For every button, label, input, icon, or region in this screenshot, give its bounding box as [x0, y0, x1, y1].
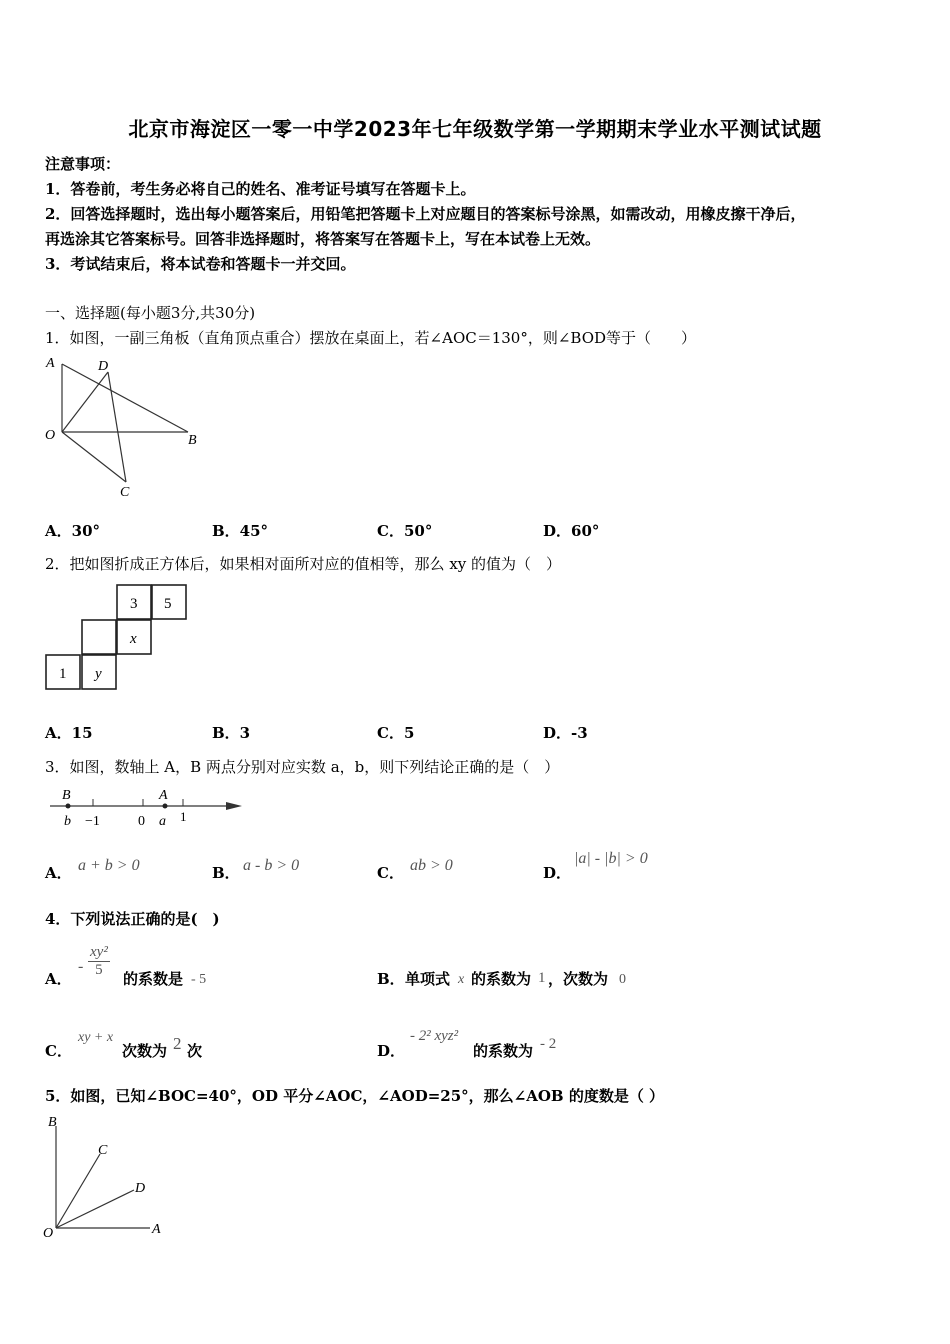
option-d-letter: D． — [377, 1042, 406, 1060]
option-a-value: - 5 — [191, 972, 207, 987]
figure-label: O — [43, 1226, 54, 1241]
option-c-letter: C． — [377, 864, 404, 882]
figure-label: C — [120, 485, 130, 500]
axis-label: a — [159, 814, 166, 829]
option-b-degree: 0 — [619, 972, 626, 987]
option-d: D．-3 — [543, 724, 588, 742]
option-b-expr: a - b > 0 — [243, 857, 300, 874]
option-a-expr: a + b > 0 — [78, 857, 140, 874]
figure-label: D — [135, 1181, 146, 1196]
option-c-value: 2 — [173, 1034, 182, 1053]
option-a-sign: - — [78, 958, 84, 975]
axis-label: B — [62, 788, 71, 803]
question-1-stem: 1．如图，一副三角板（直角顶点重合）摆放在桌面上，若∠AOC＝130°，则∠BOD等于（ ） — [45, 329, 697, 347]
axis-label: −1 — [85, 814, 100, 829]
option-d-expr: |a| - |b| > 0 — [574, 850, 648, 867]
question-2-stem: 2．把如图折成正方体后，如果相对面所对应的值相等，那么 xy 的值为（ ） — [45, 555, 562, 573]
axis-label: 1 — [180, 809, 187, 824]
notice-item: 1．答卷前，考生务必将自己的姓名、准考证号填写在答题卡上。 — [45, 180, 476, 198]
figure-label: B — [48, 1115, 57, 1130]
question-5-stem: 5．如图，已知∠BOC=40°，OD 平分∠AOC，∠AOD=25°，那么∠AOB 的度数是（ ） — [45, 1087, 665, 1105]
figure-label: A — [46, 356, 55, 371]
net-cell: 5 — [164, 596, 172, 612]
notice-item: 2．回答选择题时，选出每小题答案后，用铅笔把答题卡上对应题目的答案标号涂黑，如需改动，用橡皮擦干净后， — [45, 205, 806, 223]
option-b-text3: ，次数为 — [548, 970, 609, 988]
net-cell: 3 — [130, 596, 138, 612]
option-c-text2: 次 — [187, 1042, 203, 1060]
option-c-expr: xy + x — [78, 1030, 114, 1045]
question-2-net — [44, 583, 194, 695]
option-c: C．50° — [377, 522, 433, 540]
axis-label: A — [159, 788, 168, 803]
notice-heading: 注意事项： — [45, 155, 121, 173]
option-d-value: - 2 — [540, 1036, 557, 1052]
figure-label: D — [98, 359, 109, 374]
question-4-stem: 4．下列说法正确的是( ) — [45, 910, 220, 928]
axis-label: b — [64, 814, 71, 829]
figure-label: O — [45, 428, 56, 443]
option-c-expr: ab > 0 — [410, 857, 453, 874]
notice-item: 再选涂其它答案标号。回答非选择题时，将答案写在答题卡上，写在本试卷上无效。 — [45, 230, 601, 248]
option-b-letter: B． — [212, 864, 240, 882]
option-b-text1: 单项式 — [405, 970, 451, 988]
option-c-text1: 次数为 — [122, 1042, 168, 1060]
option-b-coef: 1 — [538, 970, 546, 986]
option-b-var: x — [458, 972, 465, 987]
axis-label: 0 — [138, 814, 145, 829]
figure-label: A — [152, 1222, 161, 1237]
net-cell: x — [130, 631, 137, 647]
option-d-letter: D． — [543, 864, 572, 882]
option-b-letter: B． — [377, 970, 405, 988]
fraction-numerator: xy² — [90, 944, 108, 960]
figure-label: B — [188, 433, 197, 448]
option-a-letter: A． — [45, 864, 72, 882]
question-1-figure — [40, 352, 210, 502]
question-3-stem: 3．如图，数轴上 A，B 两点分别对应实数 a，b，则下列结论正确的是（ ） — [45, 758, 560, 776]
option-d-text1: 的系数为 — [473, 1042, 534, 1060]
option-c-letter: C． — [45, 1042, 72, 1060]
option-d-expr: - 2² xyz² — [410, 1028, 459, 1044]
net-cell: y — [95, 666, 102, 682]
net-cell: 1 — [59, 666, 67, 682]
section-heading: 一、选择题(每小题3分,共30分) — [45, 304, 256, 322]
option-b: B．3 — [212, 724, 251, 742]
figure-label: C — [98, 1143, 108, 1158]
option-a-letter: A． — [45, 970, 72, 988]
option-a: A．30° — [45, 522, 101, 540]
option-a-text: 的系数是 — [123, 970, 184, 988]
question-3-number-line — [46, 784, 246, 832]
notice-item: 3．考试结束后，将本试卷和答题卡一并交回。 — [45, 255, 356, 273]
question-5-figure — [40, 1110, 180, 1242]
option-b-text2: 的系数为 — [471, 970, 532, 988]
option-a: A．15 — [45, 724, 93, 742]
option-d: D．60° — [543, 522, 600, 540]
fraction-denominator: 5 — [95, 962, 103, 978]
page-title: 北京市海淀区一零一中学2023年七年级数学第一学期期末学业水平测试试题 — [128, 117, 822, 141]
option-a-fraction — [88, 944, 110, 979]
option-b: B．45° — [212, 522, 269, 540]
option-c: C．5 — [377, 724, 415, 742]
